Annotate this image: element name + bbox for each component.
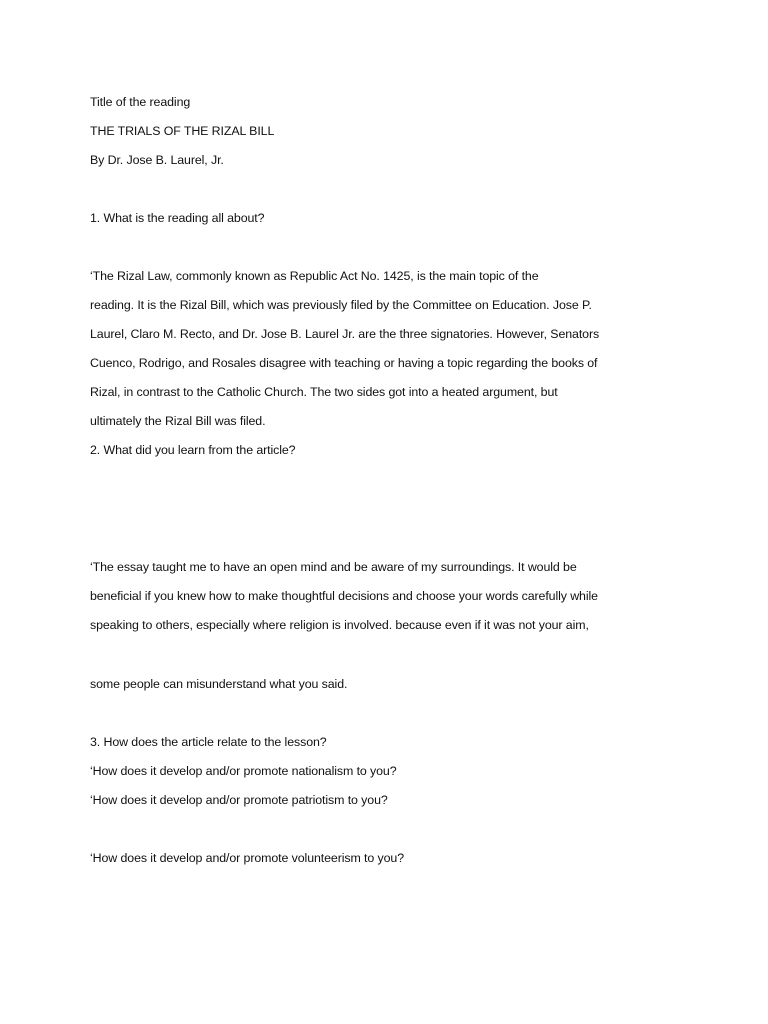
answer-1-line: ‘The Rizal Law, commonly known as Republic Act No. 1425, is the main topic of the: [90, 269, 539, 283]
answer-2-line: speaking to others, especially where religion is involved. because even if it was not your aim,: [90, 618, 589, 632]
answer-1-line: reading. It is the Rizal Bill, which was previously filed by the Committee on Education. Jose P.: [90, 298, 592, 312]
sub-question-volunteerism: ‘How does it develop and/or promote volunteerism to you?: [90, 851, 404, 865]
question-1: 1. What is the reading all about?: [90, 211, 265, 225]
answer-1-line: Cuenco, Rodrigo, and Rosales disagree with teaching or having a topic regarding the books of: [90, 356, 598, 370]
reading-author: By Dr. Jose B. Laurel, Jr.: [90, 153, 224, 167]
question-3: 3. How does the article relate to the lesson?: [90, 735, 327, 749]
sub-question-patriotism: ‘How does it develop and/or promote patriotism to you?: [90, 793, 388, 807]
answer-1-line: Laurel, Claro M. Recto, and Dr. Jose B. Laurel Jr. are the three signatories. However, Senators: [90, 327, 600, 341]
sub-question-nationalism: ‘How does it develop and/or promote nationalism to you?: [90, 764, 397, 778]
question-2: 2. What did you learn from the article?: [90, 443, 296, 457]
answer-1-line: Rizal, in contrast to the Catholic Church. The two sides got into a heated argument, but: [90, 385, 558, 399]
reading-title: THE TRIALS OF THE RIZAL BILL: [90, 124, 275, 138]
answer-1-line: ultimately the Rizal Bill was filed.: [90, 414, 266, 428]
answer-2-line: ‘The essay taught me to have an open mind and be aware of my surroundings. It would be: [90, 560, 577, 574]
reading-label: Title of the reading: [90, 95, 191, 109]
answer-2-line: some people can misunderstand what you said.: [90, 677, 348, 691]
answer-2-line: beneficial if you knew how to make thoughtful decisions and choose your words carefully while: [90, 589, 598, 603]
